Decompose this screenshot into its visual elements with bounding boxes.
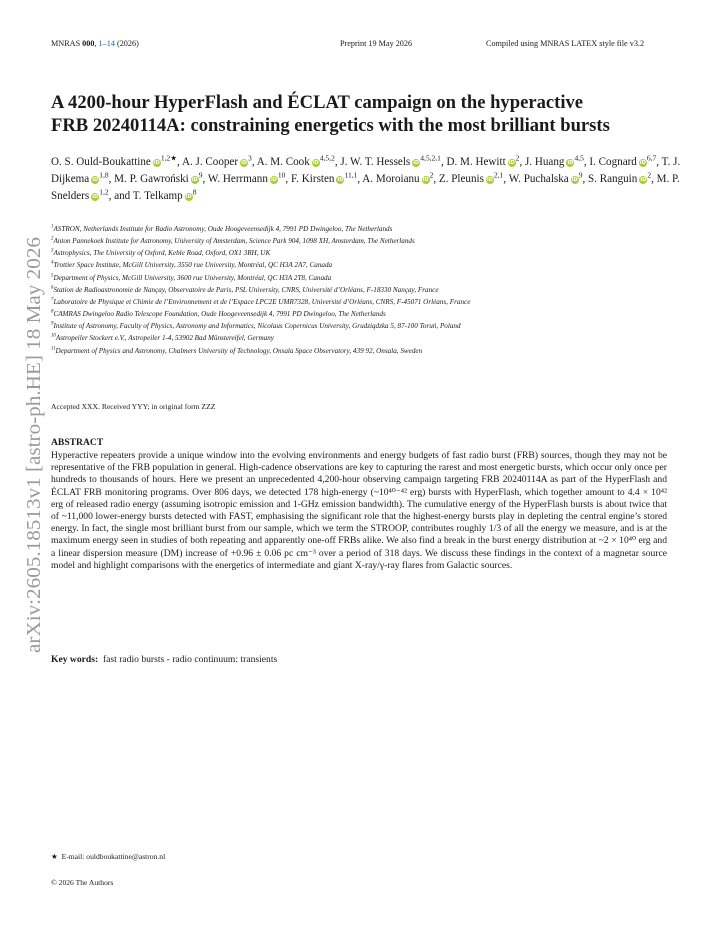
author-name: O. S. Ould-Boukattine (51, 156, 151, 168)
author-affiliation-marks: 2,1 (493, 170, 504, 180)
author-affiliation-marks: 10 (277, 170, 286, 180)
author-name: W. Puchalska (508, 173, 569, 186)
author-name: T. J. Dijkema (51, 156, 681, 186)
author-name: D. M. Hewitt (446, 156, 506, 168)
author (362, 170, 434, 186)
author-affiliation-marks: 4,5,2 (319, 153, 335, 163)
running-header-preprint: Preprint 19 May 2026 (340, 39, 413, 48)
author (446, 153, 520, 168)
affiliation-number: 10 (51, 334, 56, 340)
author (207, 170, 286, 186)
orcid-icon[interactable]: iD (567, 160, 574, 166)
orcid-icon[interactable]: iD (571, 177, 578, 184)
author (438, 170, 504, 186)
affiliation-text: ASTRON, Netherlands Institute for Radio Astronomy, Oude Hoogeveensedijk 4, 7991 PD Dwingeloo, The Netherlands (53, 225, 393, 233)
author-affiliation-marks: 1,2★ (160, 153, 178, 163)
title-line-2: FRB 20240114A: constraining energetics with the most brilliant bursts (51, 115, 610, 136)
author-affiliation-marks: 1,8 (99, 170, 109, 180)
orcid-icon[interactable]: iD (639, 160, 646, 166)
email-link[interactable]: E-mail: ouldboukattine@astron.nl (61, 852, 166, 861)
affiliation-text: Astropeiler Stockert e.V., Astropeiler 1-4, 53902 Bad Münstereifel, Germany (55, 334, 274, 343)
author-name: and T. Telkamp (114, 190, 183, 203)
affiliation (51, 284, 691, 296)
running-header-compiled: Compiled using MNRAS LATEX style file v3.2 (486, 39, 645, 48)
affiliation-number: 7 (51, 297, 54, 303)
affiliation-text: Astrophysics, The University of Oxford, Keble Road, Oxford, OX1 3RH, UK (53, 249, 271, 258)
orcid-icon[interactable]: iD (92, 177, 99, 184)
author-name: M. P. Gawroński (114, 173, 189, 186)
author (340, 153, 441, 168)
running-header-journal: MNRAS 000, 1–14 (2026) (51, 39, 139, 48)
affiliation (51, 308, 691, 320)
affiliation (51, 296, 691, 308)
affiliation (51, 332, 691, 344)
author-affiliation-marks: 3 (248, 153, 252, 163)
paper-title (51, 91, 651, 137)
orcid-icon[interactable]: iD (312, 160, 319, 166)
author (256, 153, 335, 168)
orcid-icon[interactable]: iD (92, 194, 99, 201)
affiliation (51, 223, 691, 235)
author-affiliation-marks: 1,2 (99, 187, 109, 197)
affiliation (51, 320, 691, 332)
author-affiliation-marks: 4,5 (574, 153, 584, 163)
author-name: Z. Pleunis (438, 173, 484, 186)
affiliation-number: 9 (51, 321, 54, 327)
author-name: F. Kirsten (290, 173, 335, 186)
orcid-icon[interactable]: iD (241, 160, 247, 166)
affiliation-number: 1 (51, 224, 54, 230)
affiliation-number: 5 (51, 273, 54, 279)
affiliation-number: 3 (51, 248, 54, 254)
orcid-icon[interactable]: iD (337, 177, 344, 184)
abstract-body: Hyperactive repeaters provide a unique window into the evolving environments and energy budgets of fast radio burst (FRB) sources, though they may not be representative of the FRB population in general. High-cadence observations are key to capturing the rarest and most energetic bursts, which occur only once per hundreds to thousands of hours. Here we present an unprecedented 4,200-hour observing campaign targeting FRB 20240114A as part of the HyperFlash and ÉCLAT FRB monitoring programs. Over 806 days, we detected 178 high-energy (~10⁴⁰⁻⁴² erg) bursts with HyperFlash, which together amount to 4.4 × 10⁴² erg of released radio energy (assuming isotropic emission and 1-GHz emission bandwidth). The cumulative energy of the HyperFlash bursts is about twice that of ~11,000 lower-energy bursts detected with FAST, emphasising the significant role that the highest-energy bursts play in depleting the central engine’s stored energy. In fact, the single most brilliant burst from our sample, which we term the STROOP, contributes roughly 1/3 of all the energy we measure, and is at the maximum energy seen in studies of both repeating and apparently one-off FRBs alike. We also find a break in the burst energy distribution at ~2 × 10⁴⁰ erg and a linear dispersion measure (DM) increase of +0.96 ± 0.06 pc cm⁻³ over a period of 318 days. We discuss these findings in the context of a magnetar source model and highlight comparisons with the energetics of intermediate and giant X-ray/γ-ray flares from Galactic sources. (51, 450, 667, 571)
arxiv-id: arXiv:2605.18513v1 [astro-ph.HE] 18 May 2026 (24, 269, 45, 653)
orcid-icon[interactable]: iD (185, 194, 192, 201)
affiliation (51, 345, 691, 357)
affiliation-text: Trottier Space Institute, McGill University, 3550 rue University, Montréal, QC H3A 2A7, Canada (53, 261, 333, 270)
affiliation-text: Laboratoire de Physique et Chimie de l’Environnement et de l’Espace LPC2E UMR7328, Université d’Orléans, CNRS, F-45071 Orléans, France (53, 297, 471, 306)
affiliation-number: 11 (51, 346, 56, 352)
affiliation-text: CAMRAS Dwingeloo Radio Telescope Foundation, Oude Hoogeveensedijk 4, 7991 PD Dwingeloo, The Netherlands (53, 310, 386, 319)
affiliation (51, 272, 691, 284)
author-name: I. Cognard (589, 156, 637, 168)
affiliation-number: 8 (51, 309, 54, 315)
author-name: J. Huang (524, 156, 565, 168)
copyright: © 2026 The Authors (51, 878, 114, 887)
orcid-icon[interactable]: iD (413, 160, 420, 166)
affiliation (51, 247, 691, 259)
orcid-icon[interactable]: iD (422, 177, 429, 184)
author-affiliation-marks: 2 (647, 170, 652, 180)
author-name: J. W. T. Hessels (340, 156, 411, 168)
keywords-label: Key words: (51, 654, 99, 665)
orcid-icon[interactable]: iD (153, 160, 160, 166)
affiliation-number: 4 (51, 261, 54, 267)
footnote-email: ★ E-mail: ouldboukattine@astron.nl (51, 852, 166, 861)
author-affiliation-marks: 6,7 (646, 153, 657, 163)
orcid-icon[interactable]: iD (191, 177, 198, 184)
author (114, 170, 203, 186)
author-affiliation-marks: 9 (198, 170, 203, 180)
page-range-link[interactable]: 1–14 (98, 39, 115, 48)
orcid-icon[interactable]: iD (486, 177, 493, 184)
author-name: M. P. Snelders (51, 173, 680, 203)
affiliation (51, 235, 691, 247)
author (588, 170, 652, 186)
affiliation-text: Station de Radioastronomie de Nançay, Observatoire de Paris, PSL University, CNRS, Université d’Orléans, F-18330 Nançay, France (53, 285, 439, 294)
affiliation-number: 6 (51, 285, 54, 291)
title-line-1: A 4200-hour HyperFlash and ÉCLAT campaign on the hyperactive (51, 92, 584, 113)
affiliation-text: Institute of Astronomy, Faculty of Physics, Astronomy and Informatics, Nicolaus Copernicus University, Grudziądzka 5, 87-100 Toruń, Poland (53, 322, 461, 331)
author-affiliation-marks: 11,1 (344, 170, 358, 180)
affiliation-text: Department of Physics, McGill University, 3600 rue University, Montréal, QC H3A 2T8, Canada (53, 273, 332, 282)
author (51, 153, 178, 168)
author (290, 170, 358, 186)
author (114, 187, 197, 203)
author (524, 153, 584, 168)
orcid-icon[interactable]: iD (640, 177, 647, 184)
author (589, 153, 657, 168)
arxiv-stamp (18, 235, 48, 655)
author (508, 170, 583, 186)
keywords-text: fast radio bursts - radio continuum: transients (102, 654, 278, 665)
affiliation-list (51, 223, 691, 357)
keywords (51, 654, 277, 665)
author-name: W. Herrmann (207, 173, 268, 186)
author-affiliation-marks: 2 (515, 153, 520, 163)
author-list: O. S. Ould-Boukattine $iD^{1,2★}$, A. J. Cooper $iD^3$, A. M. Cook iD$^{4,5,2}$, J. W. T. Hessels iD$^{4,5,2,1}$, D. M. Hewitt $iD^2$, J. Huang iD$^{4,5}$, I. Cognard iD$^{6,7}$, T. J. Dijkema iD$^{1,8}$, M. P. Gawroński $iD^9$, W. Herrmann $iD^{10}$, F. Kirsten iD$^{11,1}$, A. Moroianu $iD^2$, Z. Pleunis iD$^{2,1}$, W. Puchalska $iD^9$, S. Ranguin $iD^2$, M. P. Snelders iD$^{1,2}$, and T. Telkamp $iD^8$ (51, 153, 681, 203)
affiliation-text: Anton Pannekoek Institute for Astronomy, University of Amsterdam, Science Park 904, 1098 XH, Amsterdam, The Netherlands (53, 237, 415, 246)
author-name: A. Moroianu (362, 173, 420, 186)
author-affiliation-marks: 2 (429, 170, 434, 180)
abstract-heading: ABSTRACT (51, 437, 104, 448)
author-name: A. M. Cook (256, 156, 310, 168)
orcid-icon[interactable]: iD (270, 177, 277, 184)
affiliation (51, 259, 691, 271)
affiliation-text: Department of Physics and Astronomy, Chalmers University of Technology, Onsala Space Observatory, 439 92, Onsala, Sweden (55, 346, 423, 355)
author-name: A. J. Cooper (181, 156, 239, 168)
author-affiliation-marks: 9 (578, 170, 583, 180)
author (181, 153, 252, 168)
affiliation-number: 2 (51, 236, 54, 242)
author-affiliation-marks: 8 (192, 187, 197, 197)
accepted-line: Accepted XXX. Received YYY; in original form ZZZ (51, 402, 216, 411)
author-affiliation-marks: 4,5,2,1 (420, 153, 441, 163)
author-name: S. Ranguin (588, 173, 638, 186)
orcid-icon[interactable]: iD (508, 160, 515, 166)
